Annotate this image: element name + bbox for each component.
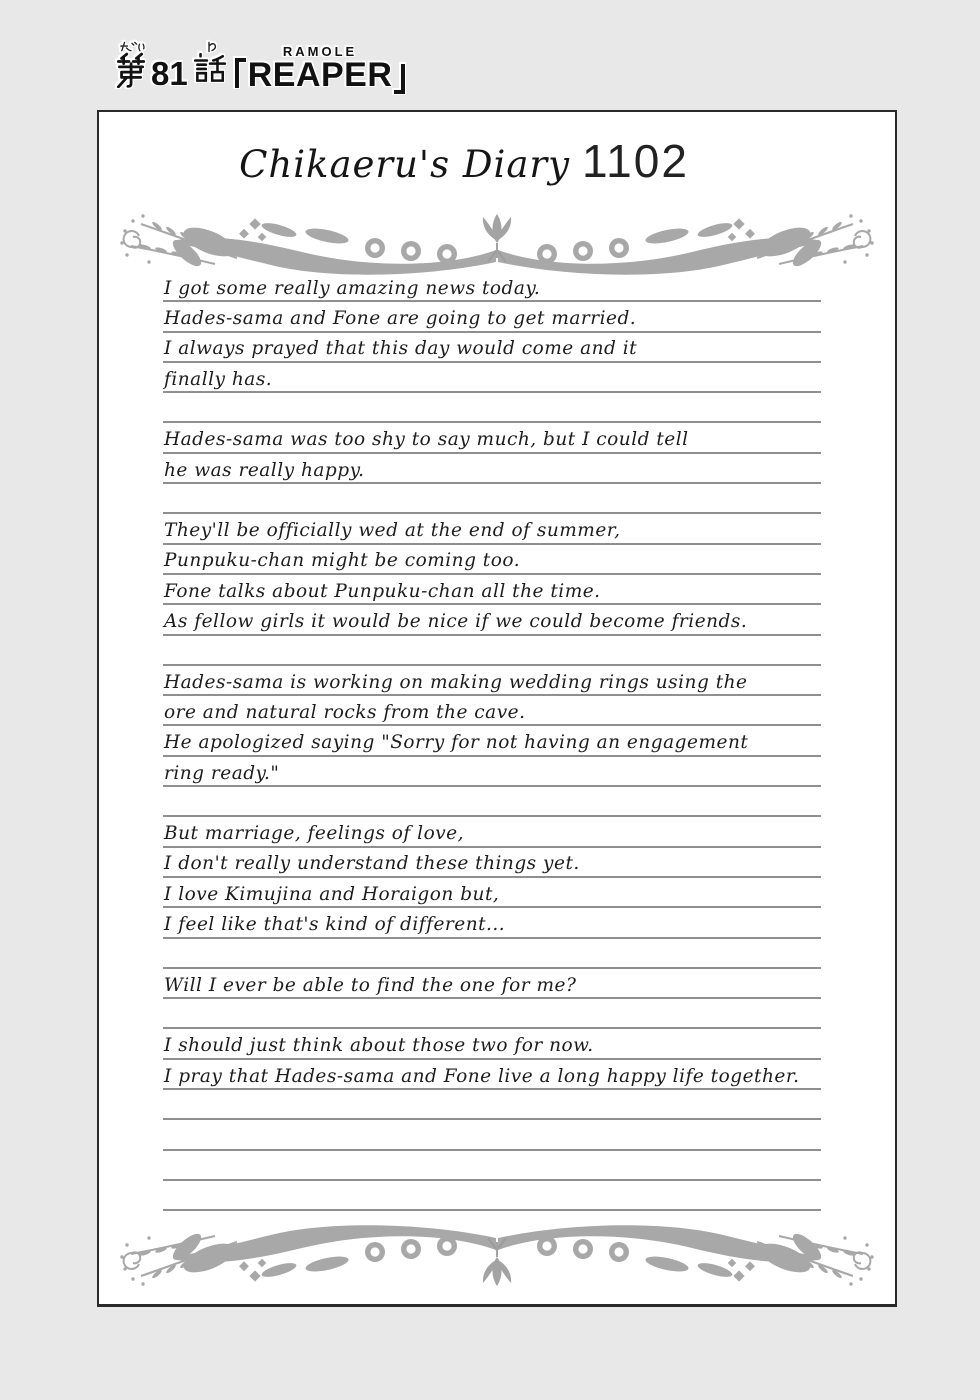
title-ruby: RAMOLE xyxy=(282,44,358,60)
furigana-wa xyxy=(200,40,216,52)
diary-line: He apologized saying "Sorry for not having an engagement xyxy=(163,726,821,756)
diary-line: Hades-sama was too shy to say much, but I could tell xyxy=(163,423,821,453)
diary-line-empty xyxy=(163,1090,821,1120)
diary-title xyxy=(99,134,829,188)
furigana-dai xyxy=(115,40,145,52)
diary-line: I love Kimujina and Horaigon but, xyxy=(163,878,821,908)
diary-line: he was really happy. xyxy=(163,454,821,484)
diary-line: Will I ever be able to find the one for me? xyxy=(163,969,821,999)
diary-line-empty xyxy=(163,484,821,514)
chapter-header xyxy=(112,40,405,95)
diary-line: I don't really understand these things yet. xyxy=(163,848,821,878)
diary-line: I should just think about those two for now. xyxy=(163,1029,821,1059)
diary-title-script: Chikaeru's Diary xyxy=(239,143,570,186)
diary-line-empty xyxy=(163,1120,821,1150)
diary-lines xyxy=(163,272,821,1211)
diary-line: Hades-sama is working on making wedding rings using the xyxy=(163,666,821,696)
chapter-kanji-dai xyxy=(112,40,148,88)
diary-line: Punpuku-chan might be coming too. xyxy=(163,545,821,575)
chapter-title-block xyxy=(235,44,406,95)
chapter-number: 81 xyxy=(151,54,188,92)
chapter-kanji-wa xyxy=(191,40,227,88)
bracket-close-icon xyxy=(394,64,405,94)
diary-line: ring ready." xyxy=(163,757,821,787)
bracket-open-icon xyxy=(235,58,246,88)
diary-line: I got some really amazing news today. xyxy=(163,272,821,302)
diary-line: But marriage, feelings of love, xyxy=(163,817,821,847)
diary-line-empty xyxy=(163,636,821,666)
floral-ornament-bottom xyxy=(117,1222,877,1294)
diary-line-empty xyxy=(163,999,821,1029)
diary-page xyxy=(97,110,897,1307)
diary-line: As fellow girls it would be nice if we could become friends. xyxy=(163,605,821,635)
diary-line: Hades-sama and Fone are going to get married. xyxy=(163,302,821,332)
floral-ornament-top xyxy=(117,206,877,278)
diary-line: ore and natural rocks from the cave. xyxy=(163,696,821,726)
chapter-title-text: REAPER xyxy=(247,56,393,95)
diary-line-empty xyxy=(163,393,821,423)
diary-line: Fone talks about Punpuku-chan all the time. xyxy=(163,575,821,605)
diary-line: I pray that Hades-sama and Fone live a long happy life together. xyxy=(163,1060,821,1090)
diary-line: finally has. xyxy=(163,363,821,393)
kanji-wa-icon xyxy=(191,52,227,88)
diary-line-empty xyxy=(163,787,821,817)
diary-line: They'll be officially wed at the end of summer, xyxy=(163,514,821,544)
diary-line: I feel like that's kind of different... xyxy=(163,908,821,938)
diary-line-empty xyxy=(163,939,821,969)
diary-line-empty xyxy=(163,1151,821,1181)
diary-line-empty xyxy=(163,1181,821,1211)
kanji-dai-icon xyxy=(112,52,148,88)
diary-title-number: 1102 xyxy=(582,135,689,187)
diary-line: I always prayed that this day would come and it xyxy=(163,333,821,363)
